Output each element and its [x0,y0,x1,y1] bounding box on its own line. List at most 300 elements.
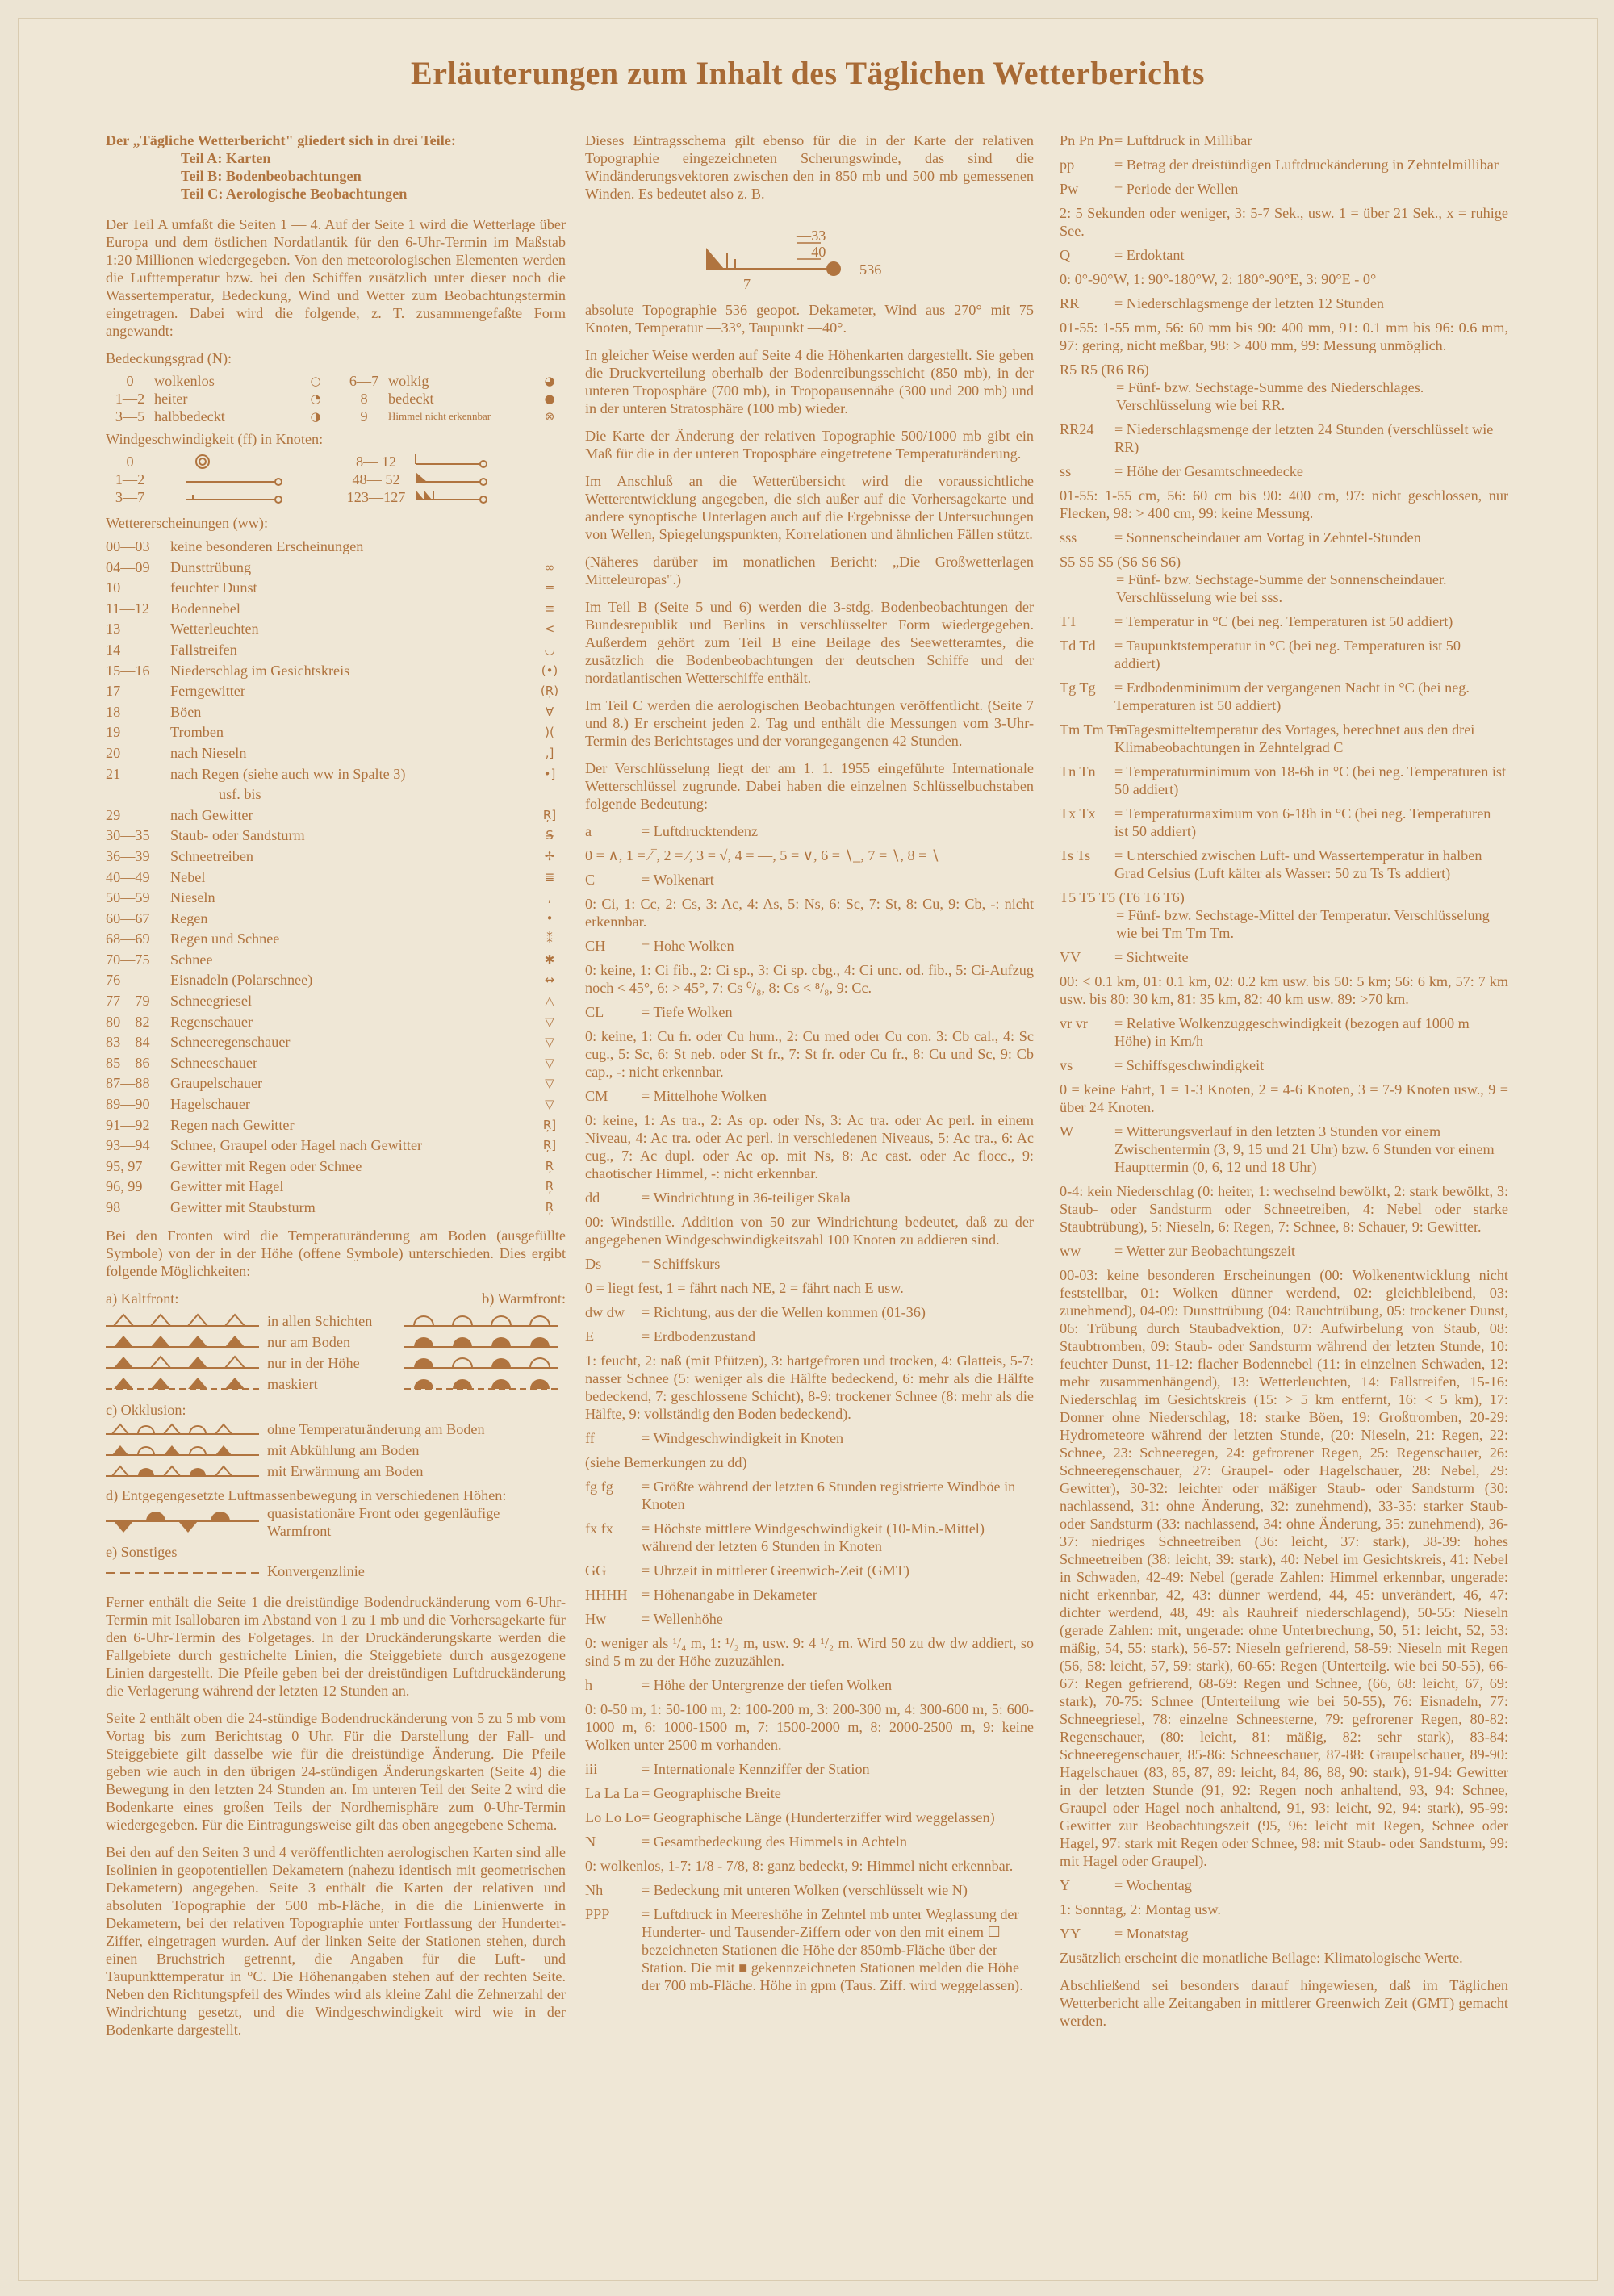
code-entry [585,1610,1034,1628]
gmt-note-paragraph: Abschließend sei besonders darauf hingewiesen, daß im Täglichen Wetterbericht alle Zeitangaben in mittlerer Greenwich Zeit (GMT) gemacht werden. [1060,1977,1508,2029]
code-symbol: YY [1060,1926,1081,1942]
ww-symbol-icon: ▽ [545,1097,554,1112]
code-detail: 1: Sonntag, 2: Montag usw. [1060,1901,1221,1918]
seite1-paragraph: Ferner enthält die Seite 1 die dreistündige Bodendruckänderung vom 6-Uhr-Termin mit Isallobaren im Abstand von 1 zu 1 mb und die Vorhersagekarte für den 6-Uhr-Termin des Folgetages. In der Druckänderungskarte werden die Fallgebiete durch gestrichelte Linien, die Steiggebiete durch ausgezogene Linien dargestellt. Die Pfeile geben bei der dreistündigen Luftdruckänderung die Verlagerung während der letzten 12 Stunden an. [106,1593,566,1699]
stationary-front-label: quasistationäre Front oder gegenläufige Warmfront [267,1504,500,1539]
ww-code: 11—12 [106,600,149,617]
wind-barb-50-icon [412,470,493,488]
ww-text: keine besonderen Erscheinungen [170,538,364,554]
ww-code: 76 [106,972,121,989]
cold-front-heading: a) Kaltfront: [106,1290,179,1307]
code-symbol: fx fx [585,1520,613,1537]
ww-code: 98 [106,1199,121,1215]
code-symbol: RR [1060,295,1080,312]
ww-code: 17 [106,683,121,700]
code-symbol: La La La [585,1785,639,1801]
code-symbol: C [585,872,596,888]
code-meaning: = Gesamtbedeckung des Himmels in Achteln [642,1834,907,1850]
code-meaning: = Temperatur in °C (bei neg. Temperaturen ist 50 addiert) [1114,613,1453,629]
ww-text: Schneeschauer [170,1054,258,1071]
ww-symbol-icon: Ŗ] [542,1138,557,1153]
code-entry [585,1809,1034,1826]
ww-row [106,1156,566,1177]
code-meaning: = Uhrzeit in mittlerer Greenwich-Zeit (GMT) [642,1562,909,1579]
ww-row [106,950,566,971]
key-intro-paragraph: Der Verschlüsselung liegt der am 1. 1. 1955 eingeführte Internationale Wetterschlüssel zugrunde. Dabei haben die einzelnen Schlüsselbuchstaben folgende Bedeutung: [585,760,1034,812]
code-meaning: = Taupunktstemperatur in °C (bei neg. Temperaturen ist 50 addiert) [1114,638,1461,671]
warm-front-all-icon [404,1313,558,1329]
cover-text: wolkig [388,373,429,389]
cold-front-masked-icon [106,1376,259,1392]
ww-text: Tromben [170,724,224,741]
code-symbol: vr vr [1060,1015,1088,1031]
code-entry [585,1562,1034,1579]
ww-code: 91—92 [106,1116,150,1133]
ww-code: 85—86 [106,1054,150,1071]
code-entry [1060,132,1508,149]
code-symbol: Lo Lo Lo [585,1809,642,1826]
fig-height: 536 [859,261,882,278]
intro-part-a: Teil A: Karten [181,150,271,166]
code-symbol: Tg Tg [1060,680,1096,696]
code-entry [1060,1242,1508,1260]
code-symbol: Ds [585,1256,602,1272]
teil-c-paragraph: Im Teil C werden die aerologischen Beobachtungen veröffentlicht. (Seite 7 und 8.) Er erscheint jeden 2. Tag und enthält die Messungen vom 3-Uhr-Termin des Berichtstages und der vorangegangenen 42 Stunden. [585,697,1034,749]
wind-barb-10-icon [412,453,493,470]
ww-row [106,702,566,723]
code-meaning: = Erdoktant [1114,247,1185,263]
code-entry [1060,246,1508,264]
code-meaning: = Höhe der Gesamtschneedecke [1114,463,1303,479]
code-detail: 00: < 0.1 km, 01: 0.1 km, 02: 0.2 km usw. bis 50: 5 km; 56: 6 km, 57: 7 km usw. bis 80: 30 km, 81: 35 km, 82: 40 km usw. 89: >70 km. [1060,973,1508,1007]
ww-code: 04—09 [106,558,150,575]
occlusion-cooling-icon [106,1442,259,1458]
ww-symbol-icon: ✱ [544,951,555,967]
code-symbol: R5 R5 (R6 R6) [1060,362,1149,378]
code-meaning: = Tiefe Wolken [642,1004,733,1020]
ww-symbol-icon: ▽ [545,1055,554,1070]
code-symbol: h [585,1677,593,1693]
ww-code: 21 [106,765,121,782]
ww-code: 68—69 [106,931,150,947]
ww-code: 70—75 [106,951,150,968]
ww-code: 19 [106,724,121,741]
code-detail: 0: weniger als ¹/₄ m, 1: ¹/₂ m, usw. 9: 4 ¹/₂ m. Wird 50 zu dw dw addiert, so sind 5 m zu der Höhe zuzuzählen. [585,1635,1034,1669]
code-detail: 0 = keine Fahrt, 1 = 1-3 Knoten, 2 = 4-6 Knoten, 3 = 7-9 Knoten usw., 9 = über 24 Knoten. [1060,1081,1508,1115]
ww-symbol-icon: • [546,910,554,926]
ww-text: Regen nach Gewitter [170,1116,295,1133]
occlusion-row-label: mit Erwärmung am Boden [267,1462,424,1479]
code-symbol: Tn Tn [1060,763,1096,780]
topo-paragraph: Die Karte der Änderung der relativen Topographie 500/1000 mb gibt ein Maß für die in der unteren Troposphäre eingetretene Temperaturänderung. [585,428,1034,462]
ww-symbol-icon: ,] [545,745,554,760]
schema-paragraph: Dieses Eintragsschema gilt ebenso für die in der Karte der relativen Topographie eingezeichneten Scherungswinde, das sind die Windänderungsvektoren zwischen den in 850 mb und 500 mb gemessenen Winden. Es bedeutet also z. B. [585,132,1034,202]
code-entry [1060,1014,1508,1050]
page-title: Erläuterungen zum Inhalt des Täglichen Wetterberichts [411,55,1205,91]
code-meaning: = Bedeckung mit unteren Wolken (verschlüsselt wie N) [642,1882,968,1898]
warm-front-upper-icon [404,1355,558,1371]
ww-symbol-icon: Ŗ [545,1200,554,1215]
ww-symbol-icon: < [544,621,555,637]
code-symbol: CM [585,1088,608,1104]
cover-text: Himmel nicht erkennbar [388,410,491,422]
ww-text: Schnee, Graupel oder Hagel nach Gewitter [170,1137,423,1154]
code-entry [585,1189,1034,1207]
code-meaning: = Erdbodenminimum der vergangenen Nacht in °C (bei neg. Temperaturen ist 50 addiert) [1114,680,1470,713]
ww-symbol-icon: ▽ [545,1076,554,1091]
code-meaning: = Unterschied zwischen Luft- und Wassertemperatur in halben Grad Celsius (Luft kälter als Wasser: 50 zu Ts Ts addiert) [1114,847,1482,881]
code-detail: 1: feucht, 2: naß (mit Pfützen), 3: hartgefroren und trocken, 4: Glatteis, 5-7: nasser Schnee (5: weniger als die Hälfte bedeckend, 6: mehr als die Hälfte bedeckend, 7: geschlossene Schicht), 8-9: trockener Schnee (8: mehr als die Hälfte, 9: vollständig den Boden bedeckend). [585,1353,1034,1422]
ww-row [106,537,566,558]
code-detail: 2: 5 Sekunden oder weniger, 3: 5-7 Sek., usw. 1 = über 21 Sek., x = ruhige See. [1060,205,1508,239]
ww-text: Niederschlag im Gesichtskreis [170,662,350,679]
opposed-heading: d) Entgegengesetzte Luftmassenbewegung in verschiedenen Höhen: [106,1487,507,1503]
ww-code: 93—94 [106,1137,150,1154]
ww-row [106,909,566,930]
code-meaning: = Temperaturmaximum von 6-18h in °C (bei neg. Temperaturen ist 50 addiert) [1114,805,1491,839]
code-symbol: fg fg [585,1478,613,1495]
code-entry [1060,462,1508,480]
ww-row [106,847,566,868]
code-detail: 0 = liegt fest, 1 = fährt nach NE, 2 = fährt nach E usw. [585,1280,904,1296]
column-right [1060,132,1508,2039]
code-meaning: = Internationale Kennziffer der Station [642,1761,870,1777]
ww-symbol-icon: ▽ [545,1035,554,1050]
code-meaning: = Niederschlagsmenge der letzten 12 Stunden [1114,295,1384,312]
ww-text: Regenschauer [170,1013,253,1030]
code-entry [1060,1925,1508,1943]
front-row-label: maskiert [267,1375,318,1392]
code-meaning: = Geographische Breite [642,1785,781,1801]
code-entry [585,1303,1034,1321]
code-detail: 01-55: 1-55 cm, 56: 60 cm bis 90: 400 cm, 97: nicht geschlossen, nur Flecken, 98: > 400 cm, 99: keine Messung. [1060,487,1508,521]
cover-code: 8 [360,391,368,407]
ww-code: 95, 97 [106,1157,143,1174]
ww-code: 50—59 [106,889,150,906]
ww-row [106,970,566,991]
code-detail: 0: wolkenlos, 1-7: 1/8 - 7/8, 8: ganz bedeckt, 9: Himmel nicht erkennbar. [585,1858,1014,1874]
ww-symbol-icon: Ŗ [545,1158,554,1173]
ww-row [106,661,566,682]
ww-text: Gewitter mit Regen oder Schnee [170,1157,362,1174]
code-meaning: = Windrichtung in 36-teiliger Skala [642,1190,851,1206]
code-meaning: = Niederschlagsmenge der letzten 24 Stunden (verschlüsselt wie RR) [1114,421,1494,455]
seite2-paragraph: Seite 2 enthält oben die 24-stündige Bodendruckänderung von 5 zu 5 mb vom Vortag bis zum Berichtstag 0 Uhr. Für die Darstellung der Fall- und Steiggebiete gilt dasselbe wie für die dreistündige Änderung. Die Pfeile geben wie auch in den übrigen 24-stündigen Änderungskarten (Seite 4) die Bewegung in den letzten 24 Stunden an. Im unteren Teil der Seite 2 wird die Bodenkarte eines großen Teils der Nordhemisphäre zum 0-Uhr-Termin wiedergegeben. Für die Eintragungsweise gilt das oben angegebene Schema. [106,1709,566,1833]
wind-code: 0 [126,454,134,470]
ww-text: Wetterleuchten [170,621,259,638]
code-entry [1060,295,1508,312]
ww-symbol-icon: ▽ [545,1014,554,1029]
wind-code: 1—2 [115,471,145,487]
code-symbol: ss [1060,463,1072,479]
code-symbol: Pn Pn Pn [1060,132,1114,148]
code-symbol: Tx Tx [1060,805,1096,822]
code-symbol: Ts Ts [1060,847,1091,864]
ww-code: 18 [106,703,121,720]
ww-code: 20 [106,744,121,761]
code-meaning: = Luftdruck in Meereshöhe in Zehntel mb unter Weglassung der Hunderter- und Tausender-Ziffern oder von den mit einem ☐ bezeichneten Stationen die Höhe der 850mb-Fläche über der Station. Die mit ■ gekennzeichneten Stationen melden die Höhe der 700 mb-Fläche. Höhe in gpm (Taus. Ziff. wird weggelassen). [642,1906,1023,1993]
fronts-table [106,1311,566,1395]
code-meaning: = Luftdruck in Millibar [1114,132,1252,148]
ww-row [106,558,566,579]
code-key-list-right [1060,132,1508,1943]
occlusion-row-label: ohne Temperaturänderung am Boden [267,1420,485,1437]
cover-symbol-icon: ◑ [310,409,321,424]
code-entry [585,1760,1034,1778]
code-symbol: CH [585,938,606,954]
code-symbol: a [585,823,592,839]
ww-text: nach Gewitter [170,806,253,823]
ww-symbol-icon: △ [545,993,554,1009]
ww-text: nach Regen (siehe auch ww in Spalte 3) [170,765,406,782]
ww-text: Nebel [170,868,206,885]
ww-code: 83—84 [106,1034,150,1051]
front-row-label: nur am Boden [267,1333,351,1350]
cover-code: 1—2 [115,391,145,407]
code-meaning: = Tagesmitteltemperatur des Vortages, berechnet aus den drei Klimabeobachtungen in Zehntelgrad C [1114,721,1475,755]
code-detail: 00-03: keine besonderen Erscheinungen (00: Wolkenentwicklung nicht feststellbar, 01: Wolken dünner werdend, 02: gleichbleibend, 03: zunehmend), 04-09: Dunsttrübung (04: Rauchtrübung, 05: trockener Dunst, 06: Trübung durch Staubadvektion, 07: Aufwirbelung von Staub, 08: Staubtromben, 09: Staub- oder Sandsturm während der letzten Stunde, 10: feuchter Dunst, 11-12: flacher Bodennebel (11: in einzelnen Schwaden, 12: mehr zusammenhängend), 13: Wetterleuchten, 14: Fallstreifen, 15-16: Niederschlag im Gesichtskreis (15: > 5 km entfernt, 16: < 5 km), 17: Donner ohne Niederschlag, 18: starke Böen, 19: Großtromben, 20-29: Hydrometeore während der letzten Stunde, (20: Nieseln, 21: Regen, 22: Schnee, 23: Schneeregen, 24: gefrorener Regen, 25: Regenschauer, 26: Schneeregenschauer, 27: Graupel- oder Hagelschauer, 28: Nebel, 29: Gewitter), 30-32: leichter oder mäßiger Staub- oder Sandsturm (30: nachlassend, 31: ohne Änderung, 32: zunehmend), 33-35: starker Staub- oder Sandsturm (33: nachlassend, 34: ohne Änderung, 35: zunehmend), 36-37: niedriges Schneetreiben (36: leicht, 37: stark), 38-39: hohes Schneetreiben (38: leicht, 39: stark), 40: Nebel im Gesichtskreis, 41: Nebel in Schwaden, 42-49: Nebel (gerade Zahlen: Himmel erkennbar, ungerade: nicht erkennbar, 42, 43: dünner werdend, 44, 45: unverändert, 46, 47: dichter werdend, 48, 49: als Rauhreif niederschlagend), 50-55: Nieseln (gerade Zahlen: mit, ungerade: ohne Unterbrechung, 50, 51: leicht, 52, 53: mäßig, 54, 55: stark), 56-57: Nieseln gefrierend, 58-59: Nieseln mit Regen (56, 58: leicht, 57, 59: stark), 60-65: Regen (Unterteilg. wie bei 50-55), 66-67: Regen gefrierend, 68-69: Regen und Schnee, (66, 68: leicht, 67, 69: stark), 70-75: Schnee (Unterteilung wie bei 50-55), 76: Eisnadeln, 77: Schneegriesel, 78: einzelne Schneesterne, 79: gefrorener Regen, 80-82: Regenschauer, (80: leicht, 81: mäßig, 82: sehr stark), 83-84: Schneeregenschauer, 85-86: Schneeschauer, 87-88: Graupelschauer, 89-90: Hagelschauer (83, 85, 87, 89: leicht, 84, 86, 88, 90: stark), 91-94: Gewitter in der letzten Stunde (91, 92: Regen noch anhaltend, 93, 94: Schnee, Graupel oder Hagel noch anhaltend, 91, 93: leicht, 92, 94: stark), 95-99: Gewitter zur Beobachtungszeit (95, 96: leicht mit Regen, Schnee oder Hagel, 97: stark mit Regen oder Schnee, 98: mit Staub- oder Sandsturm, 99: mit Hagel oder Graupel). [1060,1267,1508,1869]
supplement-paragraph: Zusätzlich erscheint die monatliche Beilage: Klimatologische Werte. [1060,1950,1463,1966]
code-entry [585,1905,1034,1994]
intro-part-b: Teil B: Bodenbeobachtungen [181,168,362,184]
ww-text: Gewitter mit Staubsturm [170,1199,316,1215]
ww-symbol-icon [533,537,566,558]
code-symbol: S5 S5 S5 (S6 S6 S6) [1060,554,1181,570]
ww-row [106,764,566,785]
ww-row [106,743,566,764]
ww-text: usf. bis [219,786,261,803]
ww-text: Schnee [170,951,213,968]
ww-symbol-icon: S̶ [546,828,554,843]
fig-dew: —40 [797,244,826,260]
code-entry [1060,613,1508,630]
ww-code: 77—79 [106,993,150,1010]
code-symbol: dd [585,1190,600,1206]
convergence-label: Konvergenzlinie [267,1562,365,1579]
code-meaning: = Luftdrucktendenz [642,823,759,839]
example-paragraph: absolute Topographie 536 geopot. Dekameter, Wind aus 270° mit 75 Knoten, Temperatur —33°, Taupunkt —40°. [585,302,1034,336]
ww-symbol-icon: ↔ [544,972,555,988]
code-entry [585,1784,1034,1802]
wind-barb-5-icon [154,488,316,506]
code-detail: 0-4: kein Niederschlag (0: heiter, 1: wechselnd bewölkt, 2: stark bewölkt, 3: Staub- oder Sandsturm oder Schneetreiben, 4: Nebel oder starke Staubtrübung), 5: Nieseln, 6: Regen, 7: Schnee, 8: Schauer, 9: Gewitter. [1060,1183,1508,1235]
code-entry [1060,1876,1508,1894]
ww-symbol-icon: ≡ [544,600,555,616]
warm-front-heading: b) Warmfront: [482,1290,566,1307]
ww-code: 10 [106,579,121,596]
convergence-row [106,1561,566,1582]
wind-code: 3—7 [115,489,145,505]
fig-temp: —33 [797,228,826,244]
ww-code: 00—03 [106,538,150,554]
ww-symbol-icon: ≣ [544,869,555,885]
ww-symbol-icon: (Ŗ) [540,684,559,699]
code-meaning: = Fünf- bzw. Sechstage-Mittel der Temperatur. Verschlüsselung wie bei Tm Tm Tm. [1116,907,1490,941]
ww-symbol-icon: (•) [541,663,558,678]
code-symbol: W [1060,1123,1074,1140]
code-entry [585,1255,1034,1273]
code-meaning: = Betrag der dreistündigen Luftdruckänderung in Zehntelmillibar [1114,157,1499,173]
ww-code: 30—35 [106,827,150,844]
warm-front-ground-icon [404,1334,558,1350]
code-meaning: = Größte während der letzten 6 Stunden registrierte Windböe in Knoten [642,1478,1016,1512]
stationary-front-row [106,1504,566,1540]
ww-symbol-icon: ═ [546,580,554,596]
code-meaning: = Fünf- bzw. Sechstage-Summe der Sonnenscheindauer. Verschlüsselung wie bei sss. [1116,571,1447,605]
code-meaning: = Höhe der Untergrenze der tiefen Wolken [642,1677,893,1693]
code-meaning: = Periode der Wellen [1114,181,1239,197]
code-meaning: = Sichtweite [1114,949,1189,965]
code-symbol: Td Td [1060,638,1096,654]
front-row-label: nur in der Höhe [267,1354,360,1371]
code-entry [585,1676,1034,1694]
cover-symbol-icon: ● [544,391,555,406]
code-detail: 0: 0-50 m, 1: 50-100 m, 2: 100-200 m, 3: 200-300 m, 4: 300-600 m, 5: 600-1000 m, 6: 1000-1500 m, 7: 1500-2000 m, 8: 2000-2500 m, 9: keine Wolken unter 2500 m vorhanden. [585,1701,1034,1753]
code-meaning: = Höhenangabe in Dekameter [642,1587,817,1603]
ww-code [106,784,170,805]
ww-symbol-icon: Ŗ] [542,807,557,822]
fronts-intro: Bei den Fronten wird die Temperaturänderung am Boden (ausgefüllte Symbole) von der in der Höhe (offene Symbole) unterschieden. Dies ergibt folgende Möglichkeiten: [106,1227,566,1279]
code-entry [585,937,1034,955]
ww-text: Böen [170,703,202,720]
intro-part-c: Teil C: Aerologische Beobachtungen [181,186,408,202]
ww-code: 15—16 [106,662,150,679]
code-meaning: = Geographische Länge (Hunderterziffer wird weggelassen) [642,1809,995,1826]
ww-text: Regen und Schnee [170,931,280,947]
ww-symbol-icon [533,784,566,805]
code-meaning: = Schiffsgeschwindigkeit [1114,1057,1265,1073]
other-heading: e) Sonstiges [106,1543,178,1560]
ww-code: 60—67 [106,910,150,926]
ww-row [106,1135,566,1156]
code-meaning: = Schiffskurs [642,1256,721,1272]
code-entry [1060,805,1508,840]
ww-symbol-icon: Ŗ] [542,1117,557,1132]
code-entry [1060,847,1508,882]
code-entry [1060,721,1508,756]
cover-symbol-icon: ○ [310,374,321,388]
cover-symbol-icon: ⊗ [544,409,555,424]
teil-a-paragraph: Der Teil A umfaßt die Seiten 1 — 4. Auf der Seite 1 wird die Wetterlage über Europa und dem östlichen Nordatlantik für den 6-Uhr-Termin im Maßstab 1:20 Millionen wiedergegeben. Von den meteorologischen Elementen werden die Lufttemperatur bzw. bei den Schiffen zusätzlich unter dieser noch die Wassertemperatur, Bedeckung, Wind und Wetter zum Beobachtungstermin eingetragen. Dabei wird die folgende, z. T. zusammengefaßte Form angewandt: [106,216,566,339]
code-entry [585,1478,1034,1513]
code-symbol: GG [585,1562,607,1579]
code-meaning: = Fünf- bzw. Sechstage-Summe des Niederschlages. Verschlüsselung wie bei RR. [1116,379,1424,413]
ww-text: Graupelschauer [170,1075,263,1092]
ww-code: 96, 99 [106,1178,143,1195]
ww-symbol-icon: Ŗ [545,1179,554,1194]
ww-text: nach Nieseln [170,744,247,761]
wind-code: 123—127 [346,489,406,505]
code-symbol: N [585,1834,596,1850]
ww-text: Ferngewitter [170,683,245,700]
ww-row [106,1094,566,1115]
code-entry [1060,637,1508,672]
stationary-front-icon [106,1510,259,1534]
ww-code: 29 [106,806,121,823]
ww-row [106,681,566,702]
code-entry [585,1087,1034,1105]
code-symbol: RR24 [1060,421,1094,437]
code-meaning: = Sonnenscheindauer am Vortag in Zehntel-Stunden [1114,529,1421,546]
occlusion-table [106,1419,566,1482]
cold-front-upper-icon [106,1355,259,1371]
ww-row [106,868,566,889]
seite3-4-paragraph: Bei den auf den Seiten 3 und 4 veröffentlichten aerologischen Karten sind alle Isolinien in geopotentiellen Dekametern (nahezu identisch mit geometrischen Dekametern) angegeben. Seite 3 enthält die Karten der relativen und absoluten Topographie der 500 mb-Fläche, in die die Linienwerte in Dekametern, bei der relativen Topographie unter Fortlassung der Hunderter-Ziffer, eingetragen wurden. Auf der linken Seite der Stationen stehen, durch einen Bruchstrich getrennt, die Angaben für die Luft- und Taupunkttemperatur in °C. Die Höhenangaben stehen auf der rechten Seite. Neben den Richtungspfeil des Windes wird als kleine Zahl die Zehnerzahl der Windrichtung gesetzt, und die Windgeschwindigkeit wird wie in der Bodenkarte dargestellt. [106,1843,566,2038]
ww-row [106,1012,566,1033]
teil-b-paragraph: Im Teil B (Seite 5 und 6) werden die 3-stdg. Bodenbeobachtungen der Bundesrepublik und Berlins in verschlüsselter Form wiedergegeben. Außerdem gehört zum Teil B eine Beilage des Seewetteramtes, die zusätzlich die Bodenbeobachtungen der deutschen Schiffe und der nordatlantischen Wetterschiffe enthält. [585,599,1034,686]
code-symbol: ff [585,1430,595,1446]
code-symbol: ww [1060,1243,1081,1259]
front-row-label: in allen Schichten [267,1312,373,1329]
code-symbol: Q [1060,247,1071,263]
code-detail: 0: keine, 1: As tra., 2: As op. oder Ns, 3: Ac tra. oder Ac perl. in einem Niveau, 4: Ac tra. oder Ac perl. in verschiedenen Niveaus, 5: Ac tra., 6: Ac cug., 7: Ac dupl. oder Ac op. mit Ns, 8: Ac cast. oder Ac flocc., 9: chaotischer Himmel, -: nicht erkennbar. [585,1112,1034,1181]
code-detail: 0: keine, 1: Ci fib., 2: Ci sp., 3: Ci sp. cbg., 4: Ci unc. od. fib., 5: Ci-Aufzug noch < 45°, 6: > 45°, 7: Cs ⁰/₈, 8: Cs < ⁸/₈, 9: Cc. [585,962,1034,996]
code-entry [1060,553,1508,606]
seite4-paragraph: In gleicher Weise werden auf Seite 4 die Höhenkarten dargestellt. Sie geben die Druckverteilung oberhalb der Bodenreibungsschicht (850 mb), in der unteren Troposphäre (700 mb), in Tropopausennähe (300 und 200 mb) und in der unteren Stratosphäre (100 mb) wieder. [585,347,1034,416]
code-entry [585,1328,1034,1345]
cover-text: halbbedeckt [154,408,225,424]
code-symbol: Y [1060,1877,1071,1893]
station-plot-example [585,212,1034,301]
code-symbol: CL [585,1004,604,1020]
ww-text: Schneeregenschauer [170,1034,291,1051]
cover-text: wolkenlos [154,373,215,389]
code-symbol: Tm Tm Tm [1060,721,1128,738]
ww-text: Eisnadeln (Polarschnee) [170,972,313,989]
code-entry [585,1520,1034,1555]
code-entry [585,1003,1034,1021]
ww-code: 13 [106,621,121,638]
ww-row [106,1053,566,1074]
code-symbol: Pw [1060,181,1079,197]
ww-row [106,1032,566,1053]
code-entry [585,822,1034,840]
cover-table [106,372,566,425]
code-symbol: dw dw [585,1304,625,1320]
ww-row [106,1177,566,1198]
code-detail: (siehe Bemerkungen zu dd) [585,1454,747,1470]
code-symbol: Hw [585,1611,607,1627]
code-symbol: HHHH [585,1587,628,1603]
code-symbol: VV [1060,949,1081,965]
code-symbol: PPP [585,1906,610,1922]
cover-code: 6—7 [349,373,379,389]
code-entry [1060,529,1508,546]
cover-symbol-icon: ◔ [310,391,321,406]
ww-text: feuchter Dunst [170,579,257,596]
ww-symbol-icon: ∞ [544,559,555,575]
occlusion-heading: c) Okklusion: [106,1401,186,1418]
wind-barb-125-icon [412,488,493,506]
code-entry [1060,679,1508,714]
code-entry [1060,889,1508,942]
code-key-list-middle [585,822,1034,1994]
code-symbol: sss [1060,529,1077,546]
code-meaning: = Wellenhöhe [642,1611,723,1627]
ww-symbol-icon: ✢ [544,848,555,864]
code-detail: 00: Windstille. Addition von 50 zur Windrichtung bedeutet, daß zu der angegebenen Windgeschwindigkeitszahl 100 Knoten zu addieren sind. [585,1214,1034,1248]
fig-dir: 7 [743,276,751,292]
ww-row [106,888,566,909]
ww-text: Staub- oder Sandsturm [170,827,305,844]
forecast-paragraph: Im Anschluß an die Wetterübersicht wird die voraussichtliche Wetterentwicklung angegeben, die sich außer auf die Vorhersagekarte und andere synoptische Unterlagen auch auf die Ergebnisse der Untersuchungen von Wellen, Spiegelungspunkten, Korrelationen und ähnlichen Fällen stützt. [585,473,1034,542]
ww-row [106,722,566,743]
ww-code: 36—39 [106,847,150,864]
ww-row [106,599,566,620]
intro-lead: Der „Tägliche Wetterbericht" gliedert sich in drei Teile: [106,132,456,148]
ww-text: Bodennebel [170,600,240,617]
occlusion-neutral-icon [106,1421,259,1437]
